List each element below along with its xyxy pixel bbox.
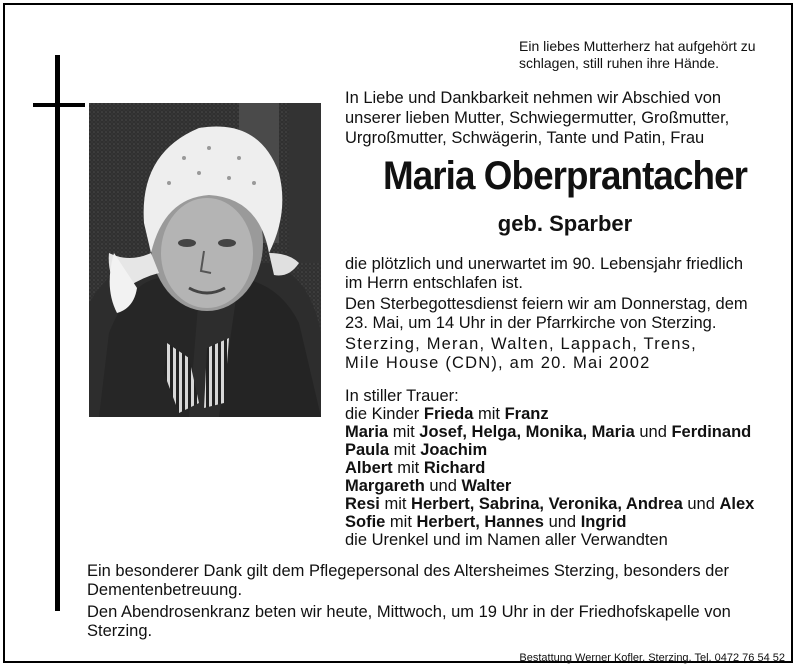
mourners-lines [345,405,785,549]
intro-line: In Liebe und Dankbarkeit nehmen wir Abschied von [345,89,722,107]
deceased-name: Maria Oberprantacher [382,154,748,198]
mourner-connector: mit [473,405,505,423]
mourner-name: Margareth [345,477,425,495]
cross-bar [33,103,85,107]
mourner-connector: mit [389,441,421,459]
mourner-name: Walter [461,477,512,495]
maiden-name: geb. Sparber [497,211,633,236]
mourner-name: Herbert, Hannes [416,513,544,531]
death-line: im Herrn entschlafen ist. [345,274,523,292]
portrait-photo [89,103,321,417]
mourner-connector: die Urenkel und im Namen aller Verwandten [345,531,668,549]
mourner-connector: mit [385,513,417,531]
thanks-text [87,562,785,600]
rosary-text [87,603,785,641]
motto-line: schlagen, still ruhen ihre Hände. [519,55,720,71]
mourner-name: Josef, Helga, Monika, Maria [419,423,635,441]
mourner-line [345,531,785,549]
mourner-connector: mit [392,459,424,477]
mourner-connector: und [682,495,720,513]
funeral-line: 23. Mai, um 14 Uhr in der Pfarrkirche von Sterzing. [345,314,717,332]
mourner-line [345,423,785,441]
rosary-line: Sterzing. [87,622,153,640]
mourner-name: Ingrid [580,513,627,531]
mourner-name: Albert [345,459,393,477]
mourner-name: Resi [345,495,380,513]
mourner-name: Ferdinand [671,423,752,441]
mourner-name: Herbert, Sabrina, Veronika, Andrea [411,495,683,513]
mourner-line [345,513,785,531]
mourner-connector: mit [379,495,412,513]
mourner-connector: und [543,513,581,531]
mourner-connector: die Kinder [345,405,424,423]
mourner-name: Joachim [420,441,488,459]
funeral-line: Den Sterbegottesdienst feiern wir am Donnerstag, dem [345,295,748,313]
motto [519,38,785,72]
funeral-text [345,295,785,333]
mourner-line [345,459,785,477]
motto-line: Ein liebes Mutterherz hat aufgehört zu [519,38,756,54]
mourner-line [345,495,785,513]
intro-line: unserer lieben Mutter, Schwiegermutter, Großmutter, [345,109,730,127]
intro-line: Urgroßmutter, Schwägerin, Tante und Patin, Frau [345,129,705,147]
mourner-name: Richard [423,459,486,477]
mourners-list [345,387,785,549]
rosary-line: Den Abendrosenkranz beten wir heute, Mittwoch, um 19 Uhr in der Friedhofskapelle von [87,603,731,621]
thanks-line: Ein besonderer Dank gilt dem Pflegepersonal des Altersheimes Sterzing, besonders der [87,562,730,580]
mourner-line [345,477,785,495]
mourner-connector: und [424,477,462,495]
places-line: Mile House (CDN), am 20. Mai 2002 [345,354,651,372]
funeral-home-credit: Bestattung Werner Kofler, Sterzing, Tel. 0472 76 54 52 [519,652,785,664]
mourner-name: Paula [345,441,390,459]
mourner-name: Frieda [423,405,474,423]
mourner-name: Franz [504,405,549,423]
death-text [345,255,785,293]
intro-text [345,88,785,148]
thanks-line: Dementenbetreuung. [87,581,243,599]
places-line: Sterzing, Meran, Walten, Lappach, Trens, [345,335,697,353]
mourner-connector: und [634,423,672,441]
mourner-connector: mit [388,423,420,441]
mourner-name: Alex [719,495,755,513]
mourner-name: Sofie [345,513,386,531]
places-date [345,335,785,373]
death-line: die plötzlich und unerwartet im 90. Lebensjahr friedlich [345,255,744,273]
obituary-notice [3,3,793,663]
cross-icon [55,55,60,611]
mourner-name: Maria [345,423,389,441]
mourners-heading: In stiller Trauer: [345,387,459,405]
mourner-line [345,405,785,423]
mourner-line [345,441,785,459]
